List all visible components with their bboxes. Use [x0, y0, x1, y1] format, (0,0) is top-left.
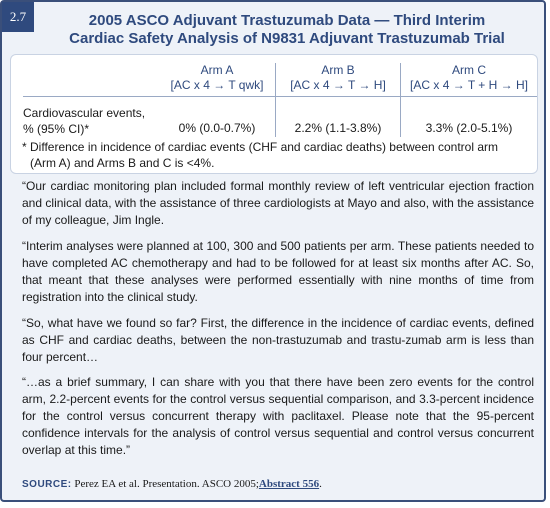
quote-paragraph-4: “…as a brief summary, I can share with you that there have been zero events for the control arm, 2.2-percent events for the control versus sequential comparison, and 3.3-percent incidence for the control versus concurrent therapy with paclitaxel. Please note that the 95-percent confidence intervals for the analysis of control versus sequential and control versus concurrent overlap at this time.” [22, 375, 534, 457]
title-line-2: Cardiac Safety Analysis of N9831 Adjuvant Trastuzumab Trial [69, 30, 505, 47]
column-header-arm-a [159, 63, 276, 97]
figure-number: 2.7 [2, 2, 34, 32]
column-header-arm-b [276, 63, 401, 97]
arm-a-regimen: [AC x 4 → T qwk] [170, 78, 264, 92]
footnote-line-2: (Arm A) and Arms B and C is <4%. [30, 156, 215, 170]
row-label-line-1: Cardiovascular events, [23, 106, 146, 120]
arm-a-name: Arm A [200, 63, 234, 77]
abstract-link[interactable]: Abstract 556 [258, 478, 320, 490]
arm-b-regimen: [AC x 4 → T → H] [290, 78, 386, 92]
data-table [23, 63, 537, 137]
cell-arm-a: 0% (0.0-0.7%) [178, 121, 256, 135]
table-footnote [22, 139, 532, 171]
quote-paragraph-1: “Our cardiac monitoring plan included formal monthly review of left ventricular ejection fraction and clinical data, with the assistance of three cardiologists at Mayo and also, with the assistance of my colleague, Jim Ingle. [22, 179, 534, 227]
column-header-arm-c [401, 63, 538, 97]
figure-title [42, 12, 532, 48]
source-text: Perez EA et al. Presentation. ASCO 2005; [74, 478, 259, 490]
quote-paragraph-2: “Interim analyses were planned at 100, 300 and 500 patients per arm. These patients needed to have completed AC chemotherapy and had to be followed for at least six months after AC. So, that meant that these analyses were performed essentially with nine months of time from registration into the clinical study. [22, 239, 534, 304]
source-end: . [319, 478, 322, 490]
table-corner [23, 63, 159, 97]
arm-b-name: Arm B [321, 63, 355, 77]
quote-paragraph-3: “So, what have we found so far? First, the difference in the incidence of cardiac events, defined as CHF and cardiac deaths, between the non-trastuzumab and trastu-zumab arm is less than four percent… [22, 316, 534, 364]
footnote-line-1: * Difference in incidence of cardiac events (CHF and cardiac deaths) between control arm [22, 140, 499, 154]
cell-arm-c: 3.3% (2.0-5.1%) [401, 97, 538, 138]
arm-c-regimen: [AC x 4 → T + H → H] [410, 78, 528, 92]
arm-c-name: Arm C [452, 63, 486, 77]
source-label: SOURCE: [22, 479, 72, 490]
cell-arm-b: 2.2% (1.1-3.8%) [276, 97, 401, 138]
row-label-line-2: % (95% CI)* [23, 122, 90, 136]
source-citation [22, 478, 322, 490]
row-label [23, 97, 159, 138]
title-line-1: 2005 ASCO Adjuvant Trastuzumab Data — Third Interim [88, 12, 486, 29]
